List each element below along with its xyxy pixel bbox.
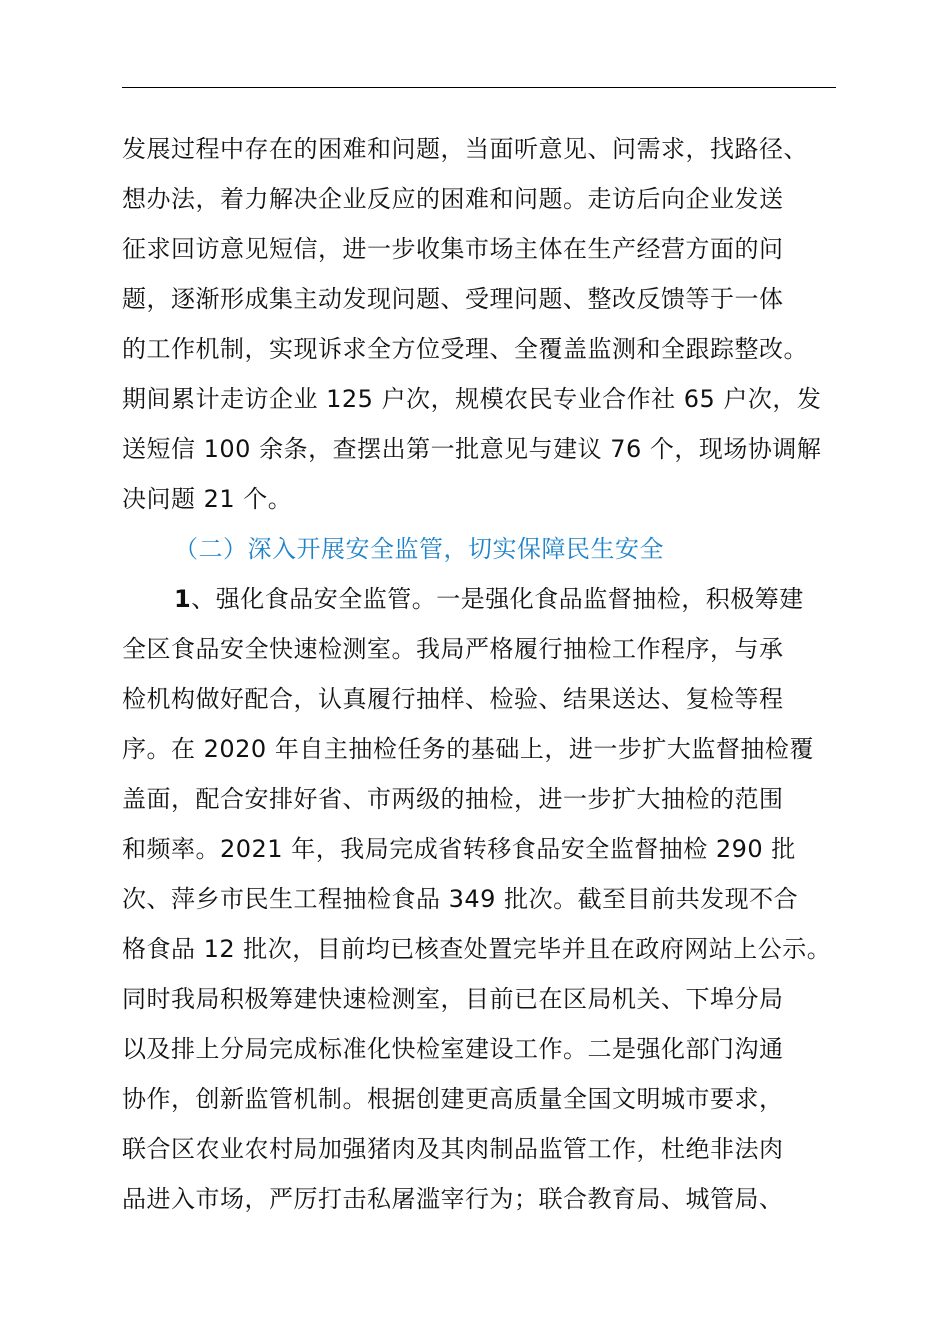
paragraph-line: 格食品 12 批次，目前均已核查处置完毕并且在政府网站上公示。	[122, 935, 832, 963]
paragraph-line: 发展过程中存在的困难和问题，当面听意见、问需求，找路径、	[122, 135, 808, 163]
item-title-text: 、强化食品安全监管。一是强化食品监督抽检，积极筹建	[191, 585, 804, 613]
item-number: 1	[174, 585, 192, 613]
paragraph-line: 的工作机制，实现诉求全方位受理、全覆盖监测和全跟踪整改。	[122, 335, 808, 363]
paragraph-line: 决问题 21 个。	[122, 485, 293, 513]
body-text	[122, 124, 840, 1224]
paragraph-line: 次、萍乡市民生工程抽检食品 349 批次。截至目前共发现不合	[122, 885, 799, 913]
paragraph-line: 全区食品安全快速检测室。我局严格履行抽检工作程序，与承	[122, 635, 784, 663]
paragraph-line: 序。在 2020 年自主抽检任务的基础上，进一步扩大监督抽检覆	[122, 735, 814, 763]
paragraph-line: 和频率。2021 年，我局完成省转移食品安全监督抽检 290 批	[122, 835, 796, 863]
paragraph-line: 期间累计走访企业 125 户次，规模农民专业合作社 65 户次，发	[122, 385, 822, 413]
paragraph-line: 协作，创新监管机制。根据创建更高质量全国文明城市要求，	[122, 1085, 784, 1113]
paragraph-line: 检机构做好配合，认真履行抽样、检验、结果送达、复检等程	[122, 685, 784, 713]
section-heading: （二）深入开展安全监管，切实保障民生安全	[174, 535, 664, 563]
item-first-line	[122, 574, 840, 624]
paragraph-line: 征求回访意见短信，进一步收集市场主体在生产经营方面的问	[122, 235, 784, 263]
paragraph-line: 想办法，着力解决企业反应的困难和问题。走访后向企业发送	[122, 185, 784, 213]
paragraph-line: 盖面，配合安排好省、市两级的抽检，进一步扩大抽检的范围	[122, 785, 784, 813]
paragraph-line: 同时我局积极筹建快速检测室，目前已在区局机关、下埠分局	[122, 985, 784, 1013]
paragraph-line: 以及排上分局完成标准化快检室建设工作。二是强化部门沟通	[122, 1035, 784, 1063]
paragraph-line: 联合区农业农村局加强猪肉及其肉制品监管工作，杜绝非法肉	[122, 1135, 784, 1163]
paragraph-line: 题，逐渐形成集主动发现问题、受理问题、整改反馈等于一体	[122, 285, 784, 313]
paragraph-line: 送短信 100 余条，查摆出第一批意见与建议 76 个，现场协调解	[122, 435, 822, 463]
header-rule	[122, 87, 836, 88]
paragraph-line: 品进入市场，严厉打击私屠滥宰行为；联合教育局、城管局、	[122, 1185, 784, 1213]
